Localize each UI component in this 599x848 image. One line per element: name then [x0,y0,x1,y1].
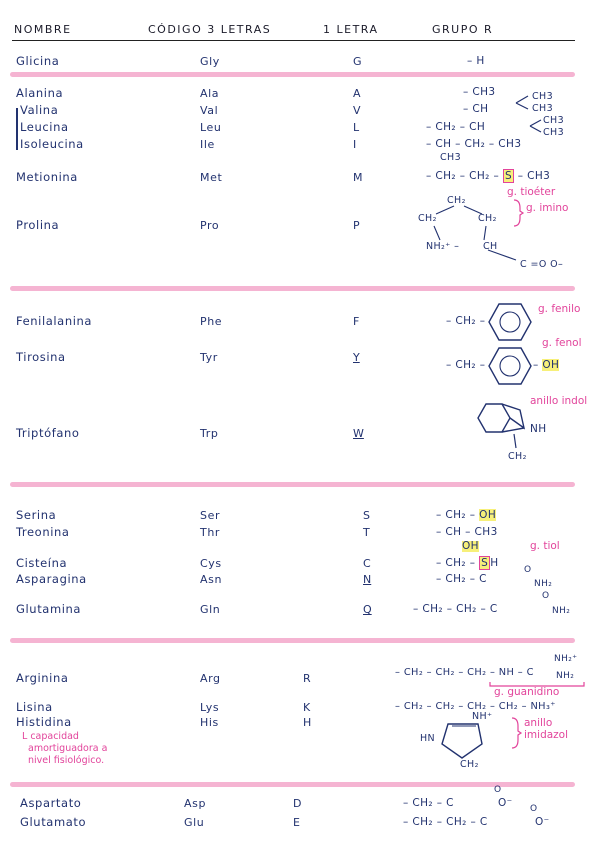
name-leucina: Leucina [20,120,69,134]
header-1-letra: 1 LETRA [323,23,379,36]
glutamina-nh2: NH₂ [552,606,571,616]
glutamina-o: O [542,591,550,601]
r-aspartato: – CH₂ – C [403,797,454,809]
code-tirosina: Tyr [200,351,218,364]
cisteina-s-box: S [481,557,489,569]
letter-glutamato: E [293,816,300,829]
letter-valina: V [353,104,361,117]
asparagina-o: O [524,565,532,575]
letter-tirosina: Y [353,351,360,364]
note-capacidad-2: amortiguadora a [28,743,108,754]
code-alanina: Ala [200,87,220,100]
name-valina: Valina [20,103,59,117]
r-fenilalanina: – CH₂ – [446,315,486,327]
note-indol: anillo indol [530,395,588,407]
code-glutamina: Gln [200,603,221,616]
name-metionina: Metionina [16,170,78,184]
code-lisina: Lys [200,701,220,714]
name-glutamina: Glutamina [16,602,82,616]
r-valina: – CH [463,103,489,115]
letter-prolina: P [353,219,360,232]
name-cisteina: Cisteína [16,556,68,570]
r-glutamato: – CH₂ – CH₂ – C [403,816,488,828]
letter-fenilalanina: F [353,315,360,328]
r-leucina: – CH₂ – CH [426,121,486,133]
prolina-ring-top: CH₂ [447,195,466,206]
prolina-coo: C =O O– [520,259,564,270]
name-glutamato: Glutamato [20,815,87,829]
code-valina: Val [200,104,219,117]
name-serina: Serina [16,508,57,522]
letter-aspartato: D [293,797,302,810]
letter-metionina: M [353,171,363,184]
name-fenilalanina: Fenilalanina [16,314,93,328]
name-isoleucina: Isoleucina [20,137,84,151]
note-capacidad-1: L capacidad [22,731,79,742]
treonina-oh-highlight: OH [462,540,479,552]
triptofano-nh: NH [530,423,547,435]
name-aspartato: Aspartato [20,796,82,810]
r-tirosina: – CH₂ – [446,359,486,371]
prolina-ring-right: CH₂ [478,213,497,224]
note-fenilo: g. fenilo [538,303,581,315]
note-guanidino: g. guanidino [494,686,560,698]
letter-serina: S [363,509,370,522]
benzene-ring-tyr [488,346,532,386]
header-grupo-r: GRUPO R [432,23,494,36]
valina-branch-lines [514,93,534,113]
letter-glicina: G [353,55,362,68]
benzene-ring-phe [488,302,532,342]
r-metionina-pre: – CH₂ – CH₂ – [426,170,500,182]
code-glutamato: Glu [184,816,205,829]
code-cisteina: Cys [200,557,222,570]
code-glicina: Gly [200,55,220,68]
prolina-ring-left: CH₂ [418,213,437,224]
code-arginina: Arg [200,672,221,685]
code-leucina: Leu [200,121,222,134]
section-band-5 [10,782,575,787]
r-tirosina-oh: – OH [533,359,560,371]
code-triptofano: Trp [200,427,219,440]
letter-lisina: K [303,701,311,714]
letter-isoleucina: I [353,138,357,151]
name-prolina: Prolina [16,218,60,232]
prolina-ring-ch: CH [483,241,498,252]
name-tirosina: Tirosina [16,350,66,364]
code-treonina: Thr [200,526,221,539]
section-band-2 [10,286,575,291]
letter-asparagina: N [363,573,372,586]
name-arginina: Arginina [16,671,69,685]
glutamato-o-minus: O⁻ [535,816,550,828]
section-band-1 [10,72,575,77]
asparagina-nh2: NH₂ [534,579,553,589]
r-leucina-ch3-b: CH3 [543,127,565,138]
prolina-ring-bonds [424,200,504,266]
code-asparagina: Asn [200,573,223,586]
histidina-brace [510,716,522,750]
name-alanina: Alanina [16,86,64,100]
code-prolina: Pro [200,219,220,232]
r-serina [436,510,496,521]
r-cisteina-chain: – CH₂ – [436,557,476,569]
glutamato-o: O [530,804,538,814]
r-isoleucina: – CH – CH₂ – CH3 [426,138,522,150]
arginina-nh2: NH₂ [556,671,575,681]
aspartato-o: O [494,785,502,795]
name-histidina: Histidina [16,715,72,729]
r-glutamina: – CH₂ – CH₂ – C [413,603,498,615]
r-metionina-s: S [504,170,513,182]
r-metionina-post: – CH3 [517,170,551,182]
letter-cisteina: C [363,557,371,570]
r-lisina: – CH₂ – CH₂ – CH₂ – CH₂ – NH₃⁺ [395,701,556,712]
note-tioeter: g. tioéter [507,186,556,198]
r-valina-ch3-b: CH3 [532,103,554,114]
prolina-brace [512,198,524,228]
note-fenol: g. fenol [542,337,582,349]
r-glicina: – H [467,55,485,67]
code-histidina: His [200,716,219,729]
section-band-4 [10,638,575,643]
r-treonina: – CH – CH3 [436,526,498,538]
r-arginina: – CH₂ – CH₂ – CH₂ – NH – C [395,667,534,678]
letter-treonina: T [363,526,370,539]
r-isoleucina-ch3: CH3 [440,152,462,163]
serina-oh-highlight: OH [479,509,497,521]
code-metionina: Met [200,171,223,184]
code-fenilalanina: Phe [200,315,223,328]
code-aspartato: Asp [184,797,207,810]
name-glicina: Glicina [16,54,60,68]
histidina-hn: HN [420,733,436,744]
name-asparagina: Asparagina [16,572,87,586]
prolina-ring-n: NH₂⁺ – [426,241,460,252]
code-serina: Ser [200,509,221,522]
leucina-branch-lines [528,117,544,135]
note-capacidad-3: nivel fisiológico. [28,755,105,766]
note-imino: g. imino [526,202,569,214]
letter-triptofano: W [353,427,364,440]
name-triptofano: Triptófano [16,426,80,440]
r-leucina-ch3-a: CH3 [543,115,565,126]
histidina-nh-plus: NH⁺ [472,711,493,722]
triptofano-ch2: CH₂ [508,451,527,462]
r-valina-ch3-a: CH3 [532,91,554,102]
r-serina-chain: – CH₂ – [436,509,476,521]
name-lisina: Lisina [16,700,53,714]
letter-arginina: R [303,672,311,685]
letter-histidina: H [303,716,312,729]
letter-leucina: L [353,121,360,134]
section-band-3 [10,482,575,487]
r-cisteina [436,558,499,569]
note-tiol: g. tiol [530,540,560,552]
histidina-ch2: CH₂ [460,759,479,770]
r-asparagina: – CH₂ – C [436,573,487,585]
r-alanina: – CH3 [463,86,496,98]
name-treonina: Treonina [16,525,70,539]
header-codigo-3-letras: CÓDIGO 3 LETRAS [148,23,272,36]
header-rule [12,40,575,41]
arginina-nh2-plus: NH₂⁺ [554,654,578,664]
code-isoleucina: Ile [200,138,215,151]
letter-alanina: A [353,87,361,100]
note-imidazol: anillo imidazol [524,717,569,741]
r-metionina [426,171,550,182]
cisteina-h: H [490,557,499,569]
aspartato-o-minus: O⁻ [498,797,513,809]
letter-glutamina: Q [363,603,372,616]
header-nombre: NOMBRE [14,23,72,36]
bracket-bar [16,108,18,150]
tirosina-oh-highlight: OH [542,359,560,371]
